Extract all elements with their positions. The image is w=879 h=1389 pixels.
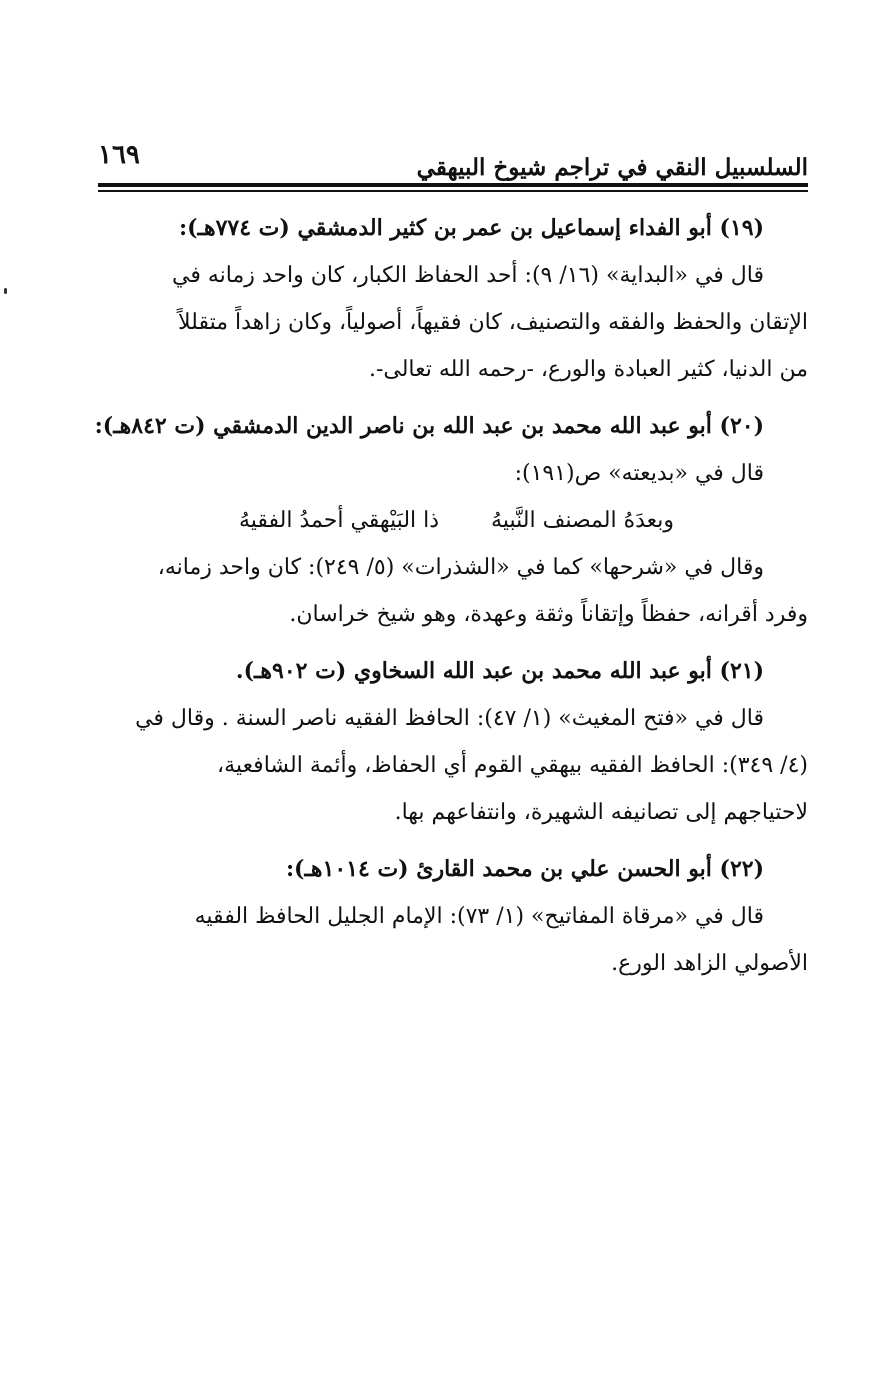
- running-title: السلسبيل النقي في تراجم شيوخ البيهقي: [416, 154, 808, 181]
- paragraph-line: الإتقان والحفظ والفقه والتصنيف، كان فقيهاً، أصولياً، وكان زاهداً متقللاً: [178, 310, 808, 335]
- paragraph-line: قال في «مرقاة المفاتيح» (١/ ٧٣): الإمام الجليل الحافظ الفقيه: [194, 904, 764, 929]
- biography-entry-21: [105, 648, 808, 836]
- header-rule-thin: [98, 190, 808, 192]
- page-body: [94, 205, 808, 987]
- page-number: ١٦٩: [98, 140, 140, 170]
- entry-heading: (٢١) أبو عبد الله محمد بن عبد الله السخاوي (ت ٩٠٢هـ).: [235, 658, 764, 684]
- paragraph-line: قال في «بديعته» ص(١٩١):: [514, 461, 764, 486]
- paragraph-line: وفرد أقرانه، حفظاً وإتقاناً وثقة وعهدة، وهو شيخ خراسان.: [289, 602, 808, 627]
- paragraph-line: الأصولي الزاهد الورع.: [611, 951, 808, 976]
- entry-heading: (٢٢) أبو الحسن علي بن محمد القارئ (ت ١٠١٤هـ):: [285, 856, 764, 882]
- entry-heading: (٢٠) أبو عبد الله محمد بن عبد الله بن ناصر الدين الدمشقي (ت ٨٤٢هـ):: [94, 413, 764, 439]
- verse-first-hemistich: وبعدَهُ المصنف النَّبيهُ: [491, 508, 675, 533]
- scan-mark: [4, 288, 7, 294]
- biography-entry-19: [105, 205, 808, 393]
- paragraph-line: (٤/ ٣٤٩): الحافظ الفقيه بيهقي القوم أي الحفاظ، وأئمة الشافعية،: [217, 753, 808, 778]
- paragraph-line: قال في «البداية» (١٦/ ٩): أحد الحفاظ الكبار، كان واحد زمانه في: [172, 263, 764, 288]
- paragraph-line: وقال في «شرحها» كما في «الشذرات» (٥/ ٢٤٩): كان واحد زمانه،: [157, 555, 764, 580]
- entry-heading: (١٩) أبو الفداء إسماعيل بن عمر بن كثير الدمشقي (ت ٧٧٤هـ):: [178, 215, 764, 241]
- poem-verse: [105, 497, 808, 544]
- biography-entry-22: [105, 846, 808, 987]
- header-rule-thick: [98, 183, 808, 187]
- biography-entry-20: [94, 403, 808, 638]
- paragraph-line: قال في «فتح المغيث» (١/ ٤٧): الحافظ الفقيه ناصر السنة . وقال في: [135, 706, 764, 731]
- paragraph-line: من الدنيا، كثير العبادة والورع، -رحمه الله تعالى-.: [368, 357, 808, 382]
- verse-second-hemistich: ذا البَيْهقي أحمدُ الفقيهُ: [238, 508, 440, 533]
- paragraph-line: لاحتياجهم إلى تصانيفه الشهيرة، وانتفاعهم بها.: [394, 800, 808, 825]
